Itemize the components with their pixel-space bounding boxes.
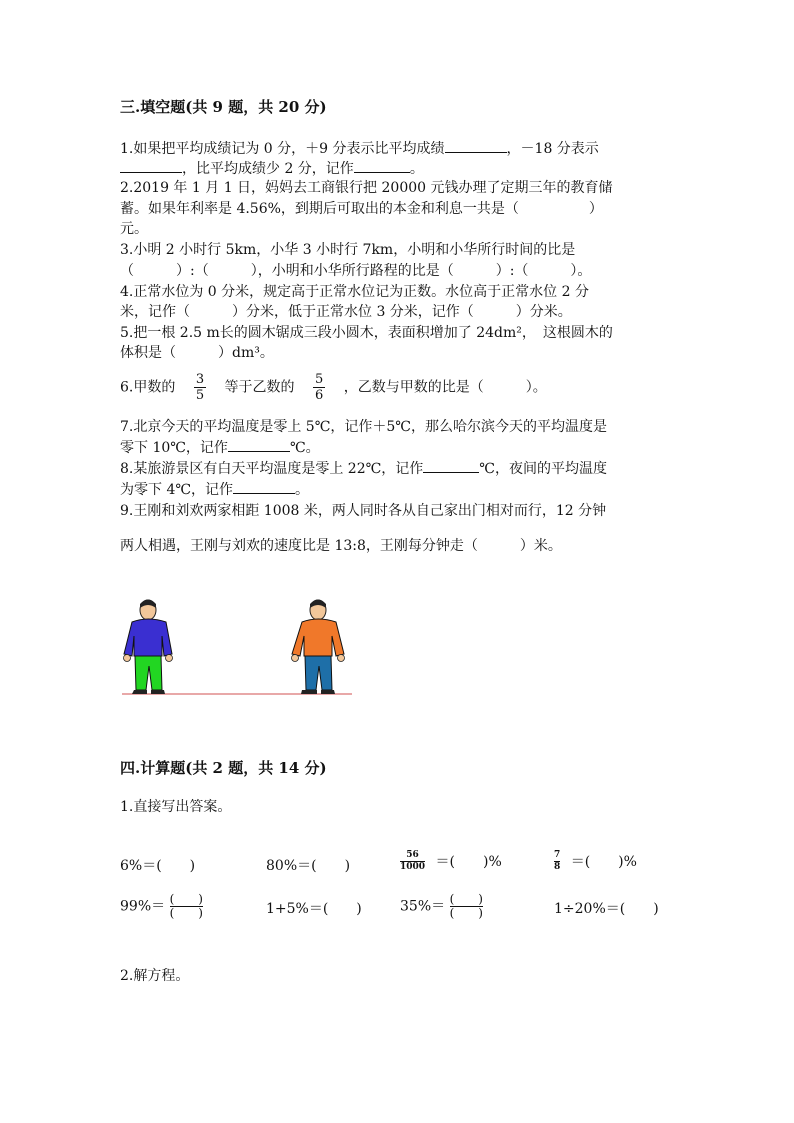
- q8-text-a: 8.某旅游景区有白天平均温度是零上 22℃，记作: [120, 461, 424, 477]
- question-1-line1: [120, 138, 599, 159]
- question-4-line2: 米，记作（ ）分米，低于正常水位 3 分米，记作（ ）分米。: [120, 304, 572, 320]
- question-5-line2: 体积是（ ）dm³。: [120, 345, 274, 361]
- blank-fraction: [170, 893, 203, 920]
- fraction-denominator: 1000: [400, 862, 426, 872]
- q8-text-b: ℃，夜间的平均温度: [479, 461, 607, 477]
- calc-item-7: [400, 893, 483, 920]
- fraction-denominator: ( ): [449, 906, 483, 920]
- calc-item-4-text: ＝( )%: [570, 853, 637, 870]
- q7-answer-blank[interactable]: [228, 437, 290, 452]
- calc-item-3: [400, 850, 502, 873]
- right-person-figure: [292, 600, 345, 695]
- calc-item-7-text: 35%＝: [400, 898, 446, 915]
- question-9-line2: 两人相遇，王刚与刘欢的速度比是 13:8，王刚每分钟走（ ）米。: [120, 538, 562, 554]
- fraction-three-fifths: [194, 372, 206, 403]
- q8-text-c: 为零下 4℃，记作: [120, 482, 234, 498]
- q1-text-d: 。: [409, 161, 424, 177]
- question-6: [120, 372, 547, 403]
- blank-fraction: [450, 893, 483, 920]
- fraction-denominator: ( ): [169, 906, 203, 920]
- question-1-line2: [120, 158, 424, 179]
- question-7-line1: 7.北京今天的平均温度是零上 5℃，记作＋5℃，那么哈尔滨今天的平均温度是: [120, 419, 607, 435]
- section4-question-2: 2.解方程。: [120, 968, 190, 984]
- fraction-denominator: 5: [195, 388, 205, 403]
- q1-answer-blank-2[interactable]: [120, 158, 182, 173]
- calc-item-5: [120, 893, 203, 920]
- section3-title: 三.填空题(共 9 题，共 20 分): [120, 98, 327, 116]
- two-people-illustration: [118, 596, 358, 700]
- q1-text-a: 1.如果把平均成绩记为 0 分，＋9 分表示比平均成绩: [120, 141, 445, 157]
- calc-item-4: [554, 850, 637, 873]
- question-9-line1: 9.王刚和刘欢两家相距 1008 米，两人同时各从自己家出门相对而行，12 分钟: [120, 503, 607, 519]
- fraction-7-over-8: [554, 850, 560, 873]
- fraction-numerator: 5: [315, 372, 324, 387]
- calc-item-1: 6%＝( ): [120, 858, 196, 874]
- fraction-five-sixths: [313, 372, 325, 403]
- fraction-denominator: 6: [315, 388, 324, 403]
- q8-answer-blank-1[interactable]: [423, 458, 479, 473]
- question-4-line1: 4.正常水位为 0 分米，规定高于正常水位记为正数。水位高于正常水位 2 分: [120, 284, 589, 300]
- question-2-line2: 蓄。如果年利率是 4.56%，到期后可取出的本金和利息一共是（ ）: [120, 201, 603, 217]
- question-2-line3: 元。: [120, 221, 148, 237]
- question-8-line2: [120, 479, 309, 500]
- calc-item-8: 1÷20%＝( ): [554, 901, 659, 917]
- fraction-numerator: 7: [554, 850, 561, 860]
- calc-item-6: 1+5%＝( ): [266, 901, 362, 917]
- fraction-numerator: ( ): [169, 892, 203, 906]
- q1-answer-blank-3[interactable]: [354, 158, 410, 173]
- calc-item-5-text: 99%＝: [120, 898, 166, 915]
- q6-text-c: ，乙数与甲数的比是（ ）。: [343, 379, 547, 396]
- q6-text-b: 等于乙数的: [224, 379, 295, 396]
- question-3-line2: （ ）:（ ），小明和小华所行路程的比是（ ）:（ ）。: [120, 263, 592, 279]
- q7-text-a: 零下 10℃，记作: [120, 440, 228, 456]
- q1-text-b: ，－18 分表示: [506, 141, 599, 157]
- q1-text-c: ，比平均成绩少 2 分，记作: [182, 161, 354, 177]
- question-8-line1: [120, 458, 607, 479]
- question-2-line1: 2.2019 年 1 月 1 日，妈妈去工商银行把 20000 元钱办理了定期三年的教育储: [120, 180, 613, 196]
- calc-item-2: 80%＝( ): [266, 858, 351, 874]
- fraction-numerator: ( ): [449, 892, 483, 906]
- fraction-numerator: 3: [195, 372, 205, 387]
- section4-question-1: 1.直接写出答案。: [120, 799, 232, 815]
- q6-text-a: 6.甲数的: [120, 379, 176, 396]
- fraction-denominator: 8: [554, 862, 561, 872]
- q8-answer-blank-2[interactable]: [233, 479, 295, 494]
- q8-text-d: 。: [295, 482, 310, 498]
- q1-answer-blank-1[interactable]: [445, 138, 507, 153]
- q7-text-b: ℃。: [289, 440, 320, 456]
- fraction-numerator: 56: [406, 850, 419, 860]
- fraction-56-over-1000: [400, 850, 425, 873]
- question-3-line1: 3.小明 2 小时行 5km，小华 3 小时行 7km，小明和小华所行时间的比是: [120, 242, 576, 258]
- left-person-figure: [124, 600, 173, 695]
- calc-item-3-text: ＝( )%: [435, 853, 502, 870]
- question-5-line1: 5.把一根 2.5 m长的圆木锯成三段小圆木，表面积增加了 24dm²， 这根圆木的: [120, 325, 613, 341]
- section4-title: 四.计算题(共 2 题，共 14 分): [120, 759, 327, 777]
- question-7-line2: [120, 437, 320, 458]
